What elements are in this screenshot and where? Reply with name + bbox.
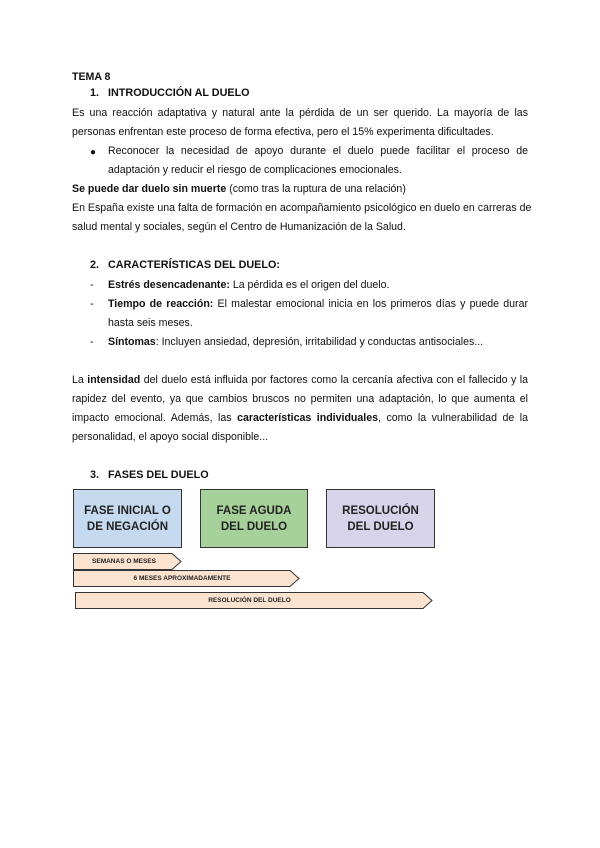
section-2-title: CARACTERÍSTICAS DEL DUELO:: [108, 259, 280, 271]
formacion-paragraph: En España existe una falta de formación en acompañamiento psicológico en duelo en carreras de salud mental y sociales, según el Centro de Humanización de la Salud.: [72, 202, 532, 233]
duelo-sin-muerte-rest: (como tras la ruptura de una relación): [226, 183, 406, 195]
characteristic-desc: El malestar emocional inicia en los primeros días y puede durar hasta seis meses.: [108, 298, 528, 329]
duelo-sin-muerte-bold: Se puede dar duelo sin muerte: [72, 183, 227, 195]
characteristic-term: Síntomas: [108, 336, 156, 348]
bullet-dot-icon: ●: [90, 147, 97, 158]
characteristic-desc: : Incluyen ansiedad, depresión, irritabilidad y conductas antisociales...: [155, 336, 484, 348]
section-3-title: FASES DEL DUELO: [108, 469, 209, 481]
intro-paragraph: Es una reacción adaptativa y natural ante la pérdida de un ser querido. La mayoría de las personas enfrentan este proceso de forma efectiva, pero el 15% experimenta dificultades.: [72, 107, 528, 138]
bullet-support-text: Reconocer la necesidad de apoyo durante el duelo puede facilitar el proceso de adaptación y reducir el riesgo de complicaciones emocionales.: [108, 145, 528, 176]
phase-box-aguda: FASE AGUDA DEL DUELO: [200, 489, 308, 548]
characteristic-term: Estrés desencadenante:: [108, 279, 230, 291]
para-bold-caracteristicas: características individuales: [237, 412, 379, 424]
phase-box-negacion: FASE INICIAL O DE NEGACIÓN: [73, 489, 182, 548]
arrow-label-6-meses: 6 MESES APROXIMADAMENTE: [133, 575, 231, 582]
section-3-number: 3.: [90, 469, 100, 481]
para-text: , como la vulnerabilidad de la personalidad, el apoyo social disponible...: [72, 412, 528, 443]
topic-label: TEMA 8: [72, 71, 111, 83]
list-dash: -: [90, 336, 94, 348]
characteristic-term: Tiempo de reacción:: [108, 298, 214, 310]
para-text: del duelo está influida por factores como la cercanía afectiva con el fallecido y la rapidez del evento, ya que cambios bruscos no permiten una adaptación, lo que aumenta el impacto emocional. Además, las: [72, 374, 528, 424]
para-bold-intensidad: intensidad: [87, 374, 141, 386]
arrow-label-resolucion: RESOLUCIÓN DEL DUELO: [208, 597, 291, 604]
characteristic-desc: La pérdida es el origen del duelo.: [229, 279, 390, 291]
section-1-number: 1.: [90, 87, 100, 99]
para-text: La: [72, 374, 88, 386]
list-dash: -: [90, 279, 94, 291]
list-dash: -: [90, 298, 94, 310]
section-1-title: INTRODUCCIÓN AL DUELO: [108, 87, 250, 99]
section-2-number: 2.: [90, 259, 100, 271]
phase-box-resolucion: RESOLUCIÓN DEL DUELO: [326, 489, 435, 548]
arrow-label-semanas: SEMANAS O MESES: [92, 558, 156, 565]
